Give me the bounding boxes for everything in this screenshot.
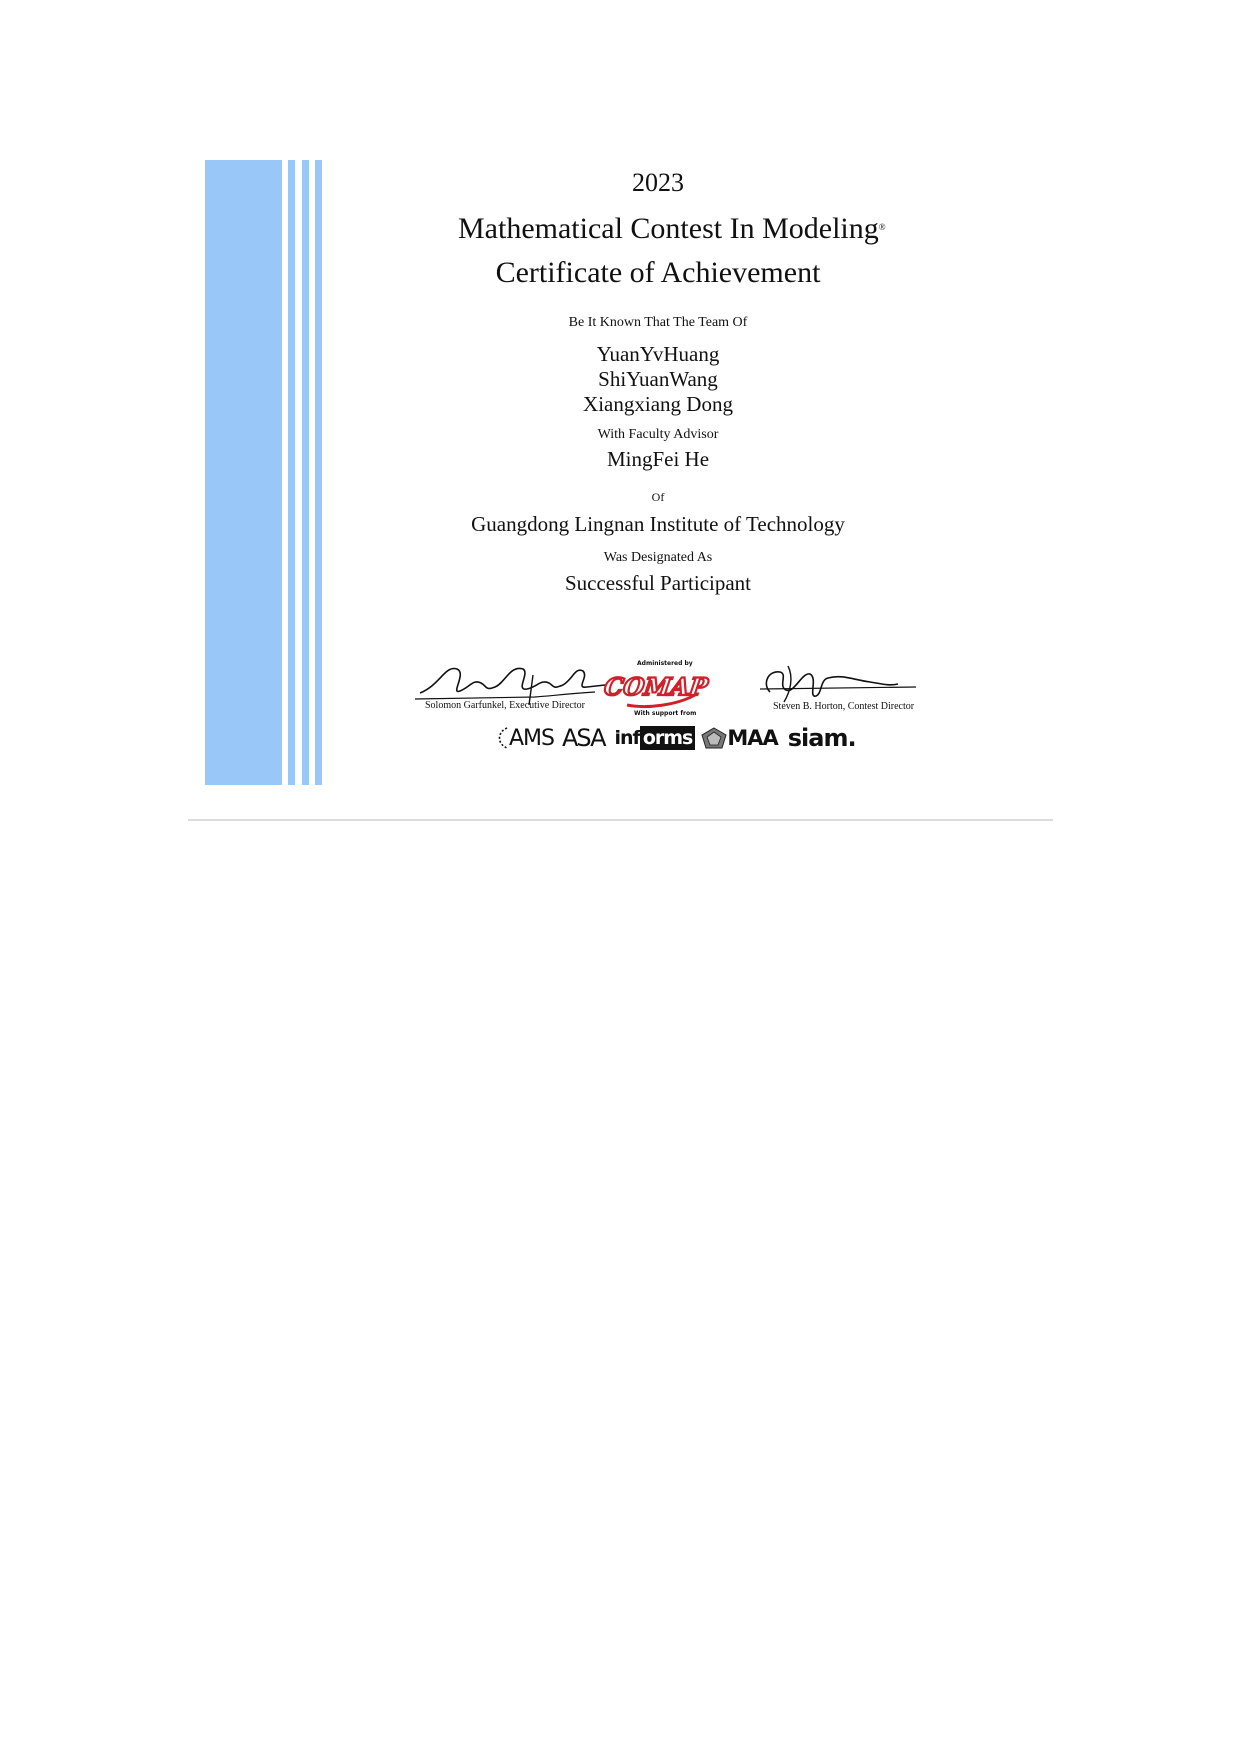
signature-caption-left: Solomon Garfunkel, Executive Director: [425, 700, 585, 711]
maa-polyhedron-icon: [701, 727, 727, 749]
of-label: Of: [651, 490, 665, 504]
ams-arc-icon: [493, 725, 509, 751]
certificate-title: Certificate of Achievement: [495, 256, 821, 289]
designated-label: Was Designated As: [603, 550, 713, 565]
executive-director-signature: [415, 655, 610, 705]
border-stripe-thin: [302, 160, 309, 785]
contest-director-signature: [758, 662, 918, 704]
contest-name: [458, 212, 886, 246]
intro-text: Be It Known That The Team Of: [568, 315, 748, 330]
team-members: [458, 342, 858, 417]
registered-mark: ®: [878, 222, 886, 232]
team-member: Xiangxiang Dong: [583, 392, 733, 416]
maa-text: MAA: [727, 726, 778, 750]
maa-logo: [701, 726, 777, 750]
svg-text:COMAP: COMAP: [602, 672, 710, 701]
informs-logo: [615, 726, 696, 750]
informs-prefix: inf: [614, 727, 640, 749]
border-stripe-thin: [288, 160, 295, 785]
page-divider: [188, 819, 1053, 821]
team-member: YuanYvHuang: [596, 342, 720, 366]
ams-logo: [493, 725, 554, 751]
team-member: ShiYuanWang: [598, 367, 718, 391]
informs-box: orms: [640, 726, 696, 750]
certificate-year: 2023: [632, 168, 684, 197]
support-label: With support from: [634, 710, 697, 717]
comap-logo: [602, 665, 710, 710]
ams-text: AMS: [509, 725, 554, 751]
siam-logo: siam.: [787, 724, 856, 752]
contest-name-text: Mathematical Contest In Modeling: [458, 212, 879, 245]
administered-by-label: Administered by: [637, 660, 693, 667]
asa-logo: ASA: [562, 724, 605, 752]
advisor-label: With Faculty Advisor: [597, 427, 719, 442]
advisor-name: MingFei He: [606, 447, 710, 471]
signature-caption-right: Steven B. Horton, Contest Director: [773, 701, 915, 712]
award-title: Successful Participant: [564, 571, 752, 595]
border-stripe-wide: [205, 160, 282, 785]
border-stripe-thin: [315, 160, 322, 785]
institution-name: Guangdong Lingnan Institute of Technology: [471, 512, 845, 536]
sponsor-logos: [493, 720, 856, 756]
